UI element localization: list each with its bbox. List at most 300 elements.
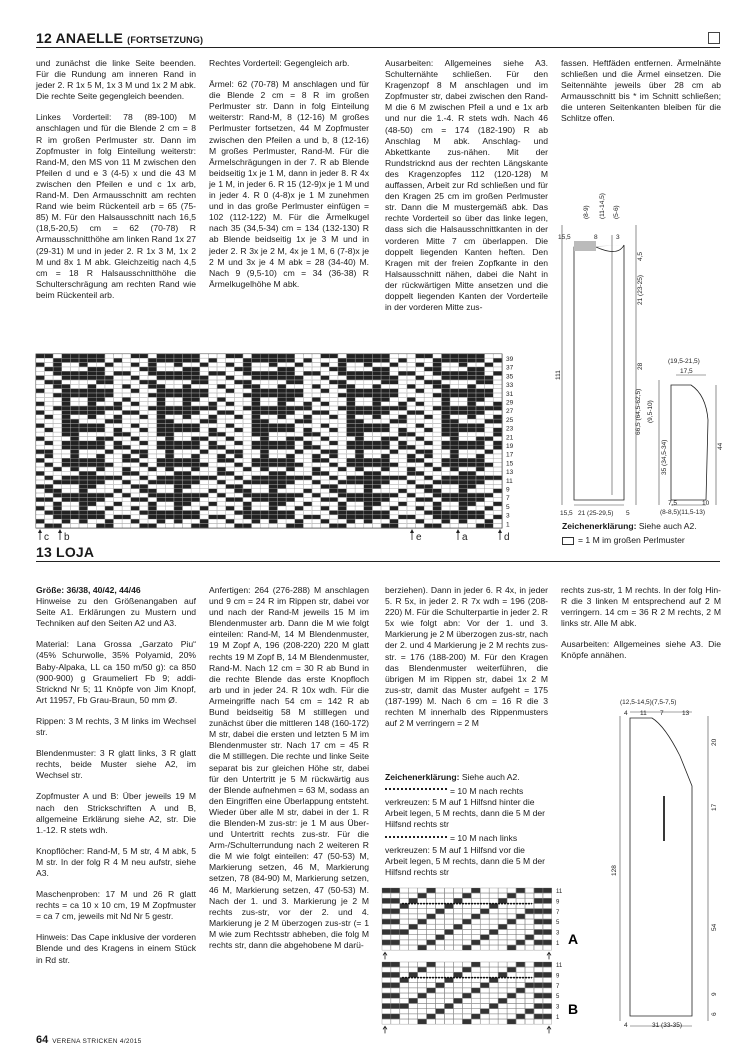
chart-cell bbox=[209, 445, 217, 449]
chart-cell bbox=[418, 967, 427, 972]
chart-cell bbox=[252, 467, 260, 471]
chart-cell bbox=[442, 441, 450, 445]
chart-cell bbox=[183, 437, 191, 441]
chart-cell bbox=[398, 511, 406, 515]
chart-cell bbox=[174, 450, 182, 454]
chart-cell bbox=[476, 432, 484, 436]
chart-cell bbox=[321, 389, 329, 393]
chart-cell bbox=[364, 367, 372, 371]
chart-cell bbox=[424, 419, 432, 423]
chart-cell bbox=[96, 493, 104, 497]
paragraph: Ausarbeiten: Allgemeines siehe A3. Die Knöpfe annähen. bbox=[561, 639, 721, 661]
chart-cell bbox=[295, 437, 303, 441]
chart-cell bbox=[79, 358, 87, 362]
chart-cell bbox=[96, 515, 104, 519]
chart-cell bbox=[450, 367, 458, 371]
chart-cell bbox=[131, 454, 139, 458]
chart-cell bbox=[114, 485, 122, 489]
chart-cell bbox=[493, 402, 501, 406]
chart-cell bbox=[543, 1014, 552, 1019]
chart-cell bbox=[329, 441, 337, 445]
chart-cell bbox=[88, 406, 96, 410]
chart-cell bbox=[191, 485, 199, 489]
chart-cell bbox=[304, 371, 312, 375]
chart-cell bbox=[295, 467, 303, 471]
chart-cell bbox=[304, 393, 312, 397]
chart-cell bbox=[424, 511, 432, 515]
row-number: 15 bbox=[506, 460, 514, 468]
chart-cell bbox=[450, 363, 458, 367]
chart-cell bbox=[347, 428, 355, 432]
chart-cell bbox=[53, 502, 61, 506]
chart-cell bbox=[442, 363, 450, 367]
chart-cell bbox=[140, 502, 148, 506]
chart-cell bbox=[485, 393, 493, 397]
chart-cell bbox=[454, 962, 463, 967]
chart-cell bbox=[534, 945, 543, 950]
chart-cell bbox=[338, 476, 346, 480]
chart-cell bbox=[329, 493, 337, 497]
chart-cell bbox=[424, 498, 432, 502]
chart-cell bbox=[165, 463, 173, 467]
chart-cell bbox=[122, 471, 130, 475]
chart-cell bbox=[131, 519, 139, 523]
chart-cell bbox=[543, 978, 552, 983]
chart-cell bbox=[534, 909, 543, 914]
chart-cell bbox=[131, 415, 139, 419]
chart-cell bbox=[96, 371, 104, 375]
chart-cell bbox=[209, 480, 217, 484]
chart-cell bbox=[114, 367, 122, 371]
chart-cell bbox=[304, 493, 312, 497]
chart-cell bbox=[450, 454, 458, 458]
chart-cell bbox=[140, 402, 148, 406]
sleeve-piece-outline bbox=[671, 385, 708, 500]
chart-cell bbox=[45, 367, 53, 371]
chart-cell bbox=[157, 441, 165, 445]
row-number: 7 bbox=[556, 909, 560, 916]
chart-cell bbox=[304, 524, 312, 528]
chart-cell bbox=[295, 393, 303, 397]
chart-cell bbox=[450, 489, 458, 493]
chart-cell bbox=[489, 967, 498, 972]
chart-cell bbox=[269, 485, 277, 489]
paragraph: berziehen). Dann in jeder 6. R 4x, in jeder 5. R 5x, in jeder 2. R 7x wdh = 196 (208-220) M. Für die Schulterpartie in jeder 2. R 5x wie folgt abn: Vor der 1. und 3. Markierung je 2 M überzogen zus-str, nach der 2. und 4 Markierung je 2 M rechts zus-str. = 176 (188-200) M. Für den Kragen das Blendenmuster weiterführen, die übrigen M im Rippen str, dabei 1x 2 M zus-str, damit das Muster aufgeht = 175 (187-199) M. Nach 6 cm = 16 R die 3 rechten M innerhalb des Rippenmusters auf 2 M verringern = 2 M bbox=[385, 585, 548, 729]
chart-cell bbox=[400, 904, 409, 909]
chart-cell bbox=[493, 389, 501, 393]
chart-cell bbox=[355, 363, 363, 367]
chart-cell bbox=[321, 485, 329, 489]
chart-cell bbox=[355, 358, 363, 362]
chart-cell bbox=[174, 424, 182, 428]
chart-cell bbox=[53, 419, 61, 423]
chart-cell bbox=[321, 402, 329, 406]
chart-cell bbox=[234, 371, 242, 375]
chart-cell bbox=[88, 471, 96, 475]
chart-cell bbox=[96, 411, 104, 415]
chart-cell bbox=[407, 380, 415, 384]
chart-cell bbox=[373, 363, 381, 367]
dim-label: 15,5 bbox=[560, 510, 573, 517]
paragraph: Hinweis: Das Cape inklusive der vorderen Blende und des Kragens in einem Stück in Rd str. bbox=[36, 932, 196, 965]
chart-cell bbox=[122, 445, 130, 449]
chart-cell bbox=[269, 519, 277, 523]
chart-cell bbox=[407, 428, 415, 432]
chart-cell bbox=[543, 930, 552, 935]
row-number: 27 bbox=[506, 408, 514, 416]
chart-cell bbox=[243, 398, 251, 402]
chart-cell bbox=[88, 467, 96, 471]
chart-cell bbox=[217, 515, 225, 519]
chart-cell bbox=[96, 437, 104, 441]
chart-cell bbox=[427, 978, 436, 983]
dim-label: 15,5 bbox=[558, 234, 571, 241]
chart-cell bbox=[459, 467, 467, 471]
chart-cell bbox=[183, 432, 191, 436]
loja-legend: Zeichenerklärung: Siehe auch A2. = 10 M nach rechts verkreuzen: 5 M auf 1 Hilfsnd hinter die Arbeit legen, 5 M rechts, dann die 5 M der Hilfsnd rechts str = 10 M nach links verkreuzen: 5 M auf 1 Hilfsnd vor die Arbeit legen, 5 M rechts, dann die 5 M der Hilfsnd rechts str bbox=[385, 772, 546, 877]
chart-cell bbox=[459, 358, 467, 362]
chart-cell bbox=[489, 1009, 498, 1014]
chart-cell bbox=[418, 998, 427, 1003]
chart-cell bbox=[390, 476, 398, 480]
chart-cell bbox=[312, 441, 320, 445]
chart-cell bbox=[122, 424, 130, 428]
chart-cell bbox=[398, 415, 406, 419]
chart-cell bbox=[209, 415, 217, 419]
chart-cell bbox=[329, 411, 337, 415]
chart-cell bbox=[416, 437, 424, 441]
chart-cell bbox=[489, 972, 498, 977]
chart-cell bbox=[418, 904, 427, 909]
chart-cell bbox=[252, 415, 260, 419]
chart-cell bbox=[71, 371, 79, 375]
chart-cell bbox=[234, 515, 242, 519]
chart-cell bbox=[442, 502, 450, 506]
chart-cell bbox=[165, 441, 173, 445]
chart-cell bbox=[424, 450, 432, 454]
chart-cell bbox=[286, 524, 294, 528]
chart-cell bbox=[295, 463, 303, 467]
chart-cell bbox=[424, 437, 432, 441]
chart-cell bbox=[467, 450, 475, 454]
chart-cell bbox=[278, 354, 286, 358]
chart-cell bbox=[463, 983, 472, 988]
chart-cell bbox=[260, 506, 268, 510]
chart-cell bbox=[485, 498, 493, 502]
chart-cell bbox=[382, 983, 391, 988]
chart-cell bbox=[122, 458, 130, 462]
chart-cell bbox=[183, 458, 191, 462]
chart-cell bbox=[445, 988, 454, 993]
chart-cell bbox=[364, 419, 372, 423]
chart-cell bbox=[36, 454, 44, 458]
dim-label: (5-6) bbox=[613, 205, 620, 219]
chart-cell bbox=[442, 445, 450, 449]
arrow-icon bbox=[383, 952, 387, 959]
chart-cell bbox=[260, 489, 268, 493]
chart-cell bbox=[450, 498, 458, 502]
chart-cell bbox=[88, 463, 96, 467]
chart-cell bbox=[217, 524, 225, 528]
chart-cell bbox=[364, 363, 372, 367]
chart-cell bbox=[471, 993, 480, 998]
chart-cell bbox=[243, 450, 251, 454]
chart-cell bbox=[445, 893, 454, 898]
chart-cell bbox=[364, 524, 372, 528]
chart-cell bbox=[543, 940, 552, 945]
chart-cell bbox=[329, 519, 337, 523]
chart-cell bbox=[96, 445, 104, 449]
chart-cell bbox=[463, 1004, 472, 1009]
chart-cell bbox=[355, 419, 363, 423]
chart-cell bbox=[286, 493, 294, 497]
chart-cell bbox=[140, 485, 148, 489]
chart-cell bbox=[191, 519, 199, 523]
chart-cell bbox=[427, 993, 436, 998]
chart-cell bbox=[45, 493, 53, 497]
chart-cell bbox=[278, 476, 286, 480]
chart-cell bbox=[400, 888, 409, 893]
chart-cell bbox=[174, 493, 182, 497]
chart-cell bbox=[71, 389, 79, 393]
chart-cell bbox=[252, 363, 260, 367]
chart-cell bbox=[157, 411, 165, 415]
chart-cell bbox=[131, 389, 139, 393]
chart-cell bbox=[398, 437, 406, 441]
paragraph: Zopfmuster A und B: Über jeweils 19 M nach den Strickschriften A und B, allgemeine Erklärung siehe A2, str. Die 1.-12. R stets wdh. bbox=[36, 791, 196, 835]
chart-cell bbox=[217, 428, 225, 432]
chart-cell bbox=[140, 363, 148, 367]
chart-cell bbox=[416, 367, 424, 371]
chart-cell bbox=[286, 428, 294, 432]
chart-cell bbox=[347, 454, 355, 458]
chart-cell bbox=[347, 524, 355, 528]
chart-cell bbox=[450, 398, 458, 402]
chart-cell bbox=[79, 411, 87, 415]
chart-cell bbox=[304, 476, 312, 480]
chart-cell bbox=[450, 424, 458, 428]
chart-cell bbox=[476, 424, 484, 428]
chart-cell bbox=[122, 463, 130, 467]
chart-cell bbox=[381, 458, 389, 462]
arrow-icon bbox=[547, 1026, 551, 1033]
chart-cell bbox=[174, 384, 182, 388]
chart-cell bbox=[140, 354, 148, 358]
dim-label: 7,5 bbox=[668, 500, 678, 507]
chart-cell bbox=[416, 371, 424, 375]
chart-cell bbox=[398, 432, 406, 436]
chart-cell bbox=[321, 511, 329, 515]
chart-cell bbox=[191, 524, 199, 528]
chart-cell bbox=[312, 485, 320, 489]
chart-cell bbox=[209, 437, 217, 441]
chart-cell bbox=[88, 424, 96, 428]
chart-cell bbox=[507, 962, 516, 967]
chart-cell bbox=[407, 363, 415, 367]
chart-cell bbox=[148, 502, 156, 506]
chart-cell bbox=[191, 384, 199, 388]
chart-cell bbox=[209, 428, 217, 432]
chart-cell bbox=[260, 463, 268, 467]
chart-cell bbox=[53, 380, 61, 384]
chart-cell bbox=[493, 441, 501, 445]
chart-cell bbox=[226, 393, 234, 397]
chart-cell bbox=[217, 398, 225, 402]
chart-cell bbox=[407, 358, 415, 362]
chart-cell bbox=[53, 515, 61, 519]
chart-cell bbox=[485, 463, 493, 467]
chart-cell bbox=[105, 367, 113, 371]
chart-cell bbox=[79, 463, 87, 467]
chart-cell bbox=[45, 354, 53, 358]
chart-cell bbox=[485, 437, 493, 441]
chart-cell bbox=[217, 437, 225, 441]
chart-cell bbox=[442, 367, 450, 371]
chart-cell bbox=[312, 458, 320, 462]
chart-cell bbox=[347, 358, 355, 362]
chart-cell bbox=[489, 924, 498, 929]
chart-cell bbox=[105, 450, 113, 454]
chart-cell bbox=[409, 1014, 418, 1019]
chart-cell bbox=[381, 493, 389, 497]
chart-cell bbox=[217, 471, 225, 475]
chart-cell bbox=[398, 476, 406, 480]
chart-cell bbox=[174, 363, 182, 367]
chart-cell bbox=[260, 371, 268, 375]
chart-cell bbox=[243, 489, 251, 493]
chart-cell bbox=[286, 363, 294, 367]
chart-cell bbox=[450, 376, 458, 380]
chart-cell bbox=[459, 515, 467, 519]
chart-cell bbox=[226, 506, 234, 510]
chart-cell bbox=[516, 930, 525, 935]
chart-cell bbox=[217, 380, 225, 384]
chart-cell bbox=[338, 411, 346, 415]
chart-cell bbox=[252, 432, 260, 436]
chart-cell bbox=[424, 371, 432, 375]
chart-cell bbox=[114, 411, 122, 415]
chart-cell bbox=[88, 415, 96, 419]
chart-cell bbox=[454, 940, 463, 945]
chart-cell bbox=[355, 463, 363, 467]
chart-cell bbox=[355, 502, 363, 506]
chart-cell bbox=[407, 458, 415, 462]
chart-cell bbox=[71, 354, 79, 358]
chart-cell bbox=[226, 454, 234, 458]
chart-cell bbox=[88, 363, 96, 367]
chart-cell bbox=[498, 1014, 507, 1019]
anaelle-schematic bbox=[555, 193, 726, 517]
page-footer bbox=[36, 1034, 142, 1046]
chart-cell bbox=[480, 893, 489, 898]
paragraph: Rippen: 3 M rechts, 3 M links im Wechsel str. bbox=[36, 715, 196, 738]
chart-cell bbox=[400, 1019, 409, 1024]
chart-cell bbox=[321, 454, 329, 458]
chart-cell bbox=[400, 967, 409, 972]
chart-cell bbox=[209, 380, 217, 384]
chart-cell bbox=[140, 358, 148, 362]
chart-cell bbox=[424, 476, 432, 480]
chart-cell bbox=[525, 924, 534, 929]
chart-cell bbox=[407, 371, 415, 375]
paragraph: rechts zus-str, 1 M rechts. In der folg Hin-R die 3 linken M entsprechend auf 2 M verringern. 14 cm = 36 R 2 M rechts, 2 M links str. Alle M abk. bbox=[561, 585, 721, 629]
chart-cell bbox=[36, 493, 44, 497]
chart-cell bbox=[416, 432, 424, 436]
chart-cell bbox=[489, 993, 498, 998]
chart-cell bbox=[476, 398, 484, 402]
chart-cell bbox=[493, 367, 501, 371]
chart-cell bbox=[209, 384, 217, 388]
chart-cell bbox=[105, 498, 113, 502]
chart-cell bbox=[252, 389, 260, 393]
chart-cell bbox=[338, 485, 346, 489]
chart-cell bbox=[382, 962, 391, 967]
chart-cell bbox=[476, 454, 484, 458]
chart-cell bbox=[382, 967, 391, 972]
chart-cell bbox=[427, 962, 436, 967]
chart-cell bbox=[390, 441, 398, 445]
chart-cell bbox=[157, 515, 165, 519]
chart-cell bbox=[382, 940, 391, 945]
chart-cell bbox=[269, 524, 277, 528]
chart-cell bbox=[409, 988, 418, 993]
chart-cell bbox=[122, 406, 130, 410]
chart-cell bbox=[373, 493, 381, 497]
chart-cell bbox=[338, 454, 346, 458]
chart-cell bbox=[390, 519, 398, 523]
chart-cell bbox=[476, 463, 484, 467]
chart-cell bbox=[295, 389, 303, 393]
chart-cell bbox=[407, 498, 415, 502]
chart-cell bbox=[433, 406, 441, 410]
chart-cell bbox=[191, 419, 199, 423]
chart-cell bbox=[364, 441, 372, 445]
chart-cell bbox=[114, 380, 122, 384]
chart-cell bbox=[36, 411, 44, 415]
chart-cell bbox=[304, 432, 312, 436]
chart-cell bbox=[364, 437, 372, 441]
chart-cell bbox=[174, 376, 182, 380]
chart-cell bbox=[338, 354, 346, 358]
chart-cell bbox=[391, 978, 400, 983]
chart-cell bbox=[471, 972, 480, 977]
chart-cell bbox=[234, 432, 242, 436]
chart-cell bbox=[157, 354, 165, 358]
chart-cell bbox=[321, 358, 329, 362]
chart-cell bbox=[131, 384, 139, 388]
chart-cell bbox=[148, 441, 156, 445]
chart-cell bbox=[122, 502, 130, 506]
chart-a bbox=[382, 888, 563, 959]
chart-cell bbox=[200, 467, 208, 471]
row-number: 25 bbox=[506, 416, 514, 424]
chart-cell bbox=[226, 398, 234, 402]
chart-cell bbox=[260, 511, 268, 515]
arrow-head-icon bbox=[410, 529, 414, 533]
dim-label: (12,5-14,5)(7,5-7,5) bbox=[620, 699, 677, 706]
chart-cell bbox=[295, 493, 303, 497]
chart-cell bbox=[217, 402, 225, 406]
chart-cell bbox=[450, 471, 458, 475]
chart-cell bbox=[416, 354, 424, 358]
chart-cell bbox=[122, 402, 130, 406]
chart-cell bbox=[364, 354, 372, 358]
chart-cell bbox=[62, 367, 70, 371]
chart-cell bbox=[442, 384, 450, 388]
chart-cell bbox=[459, 393, 467, 397]
chart-cell bbox=[312, 411, 320, 415]
chart-cell bbox=[79, 424, 87, 428]
